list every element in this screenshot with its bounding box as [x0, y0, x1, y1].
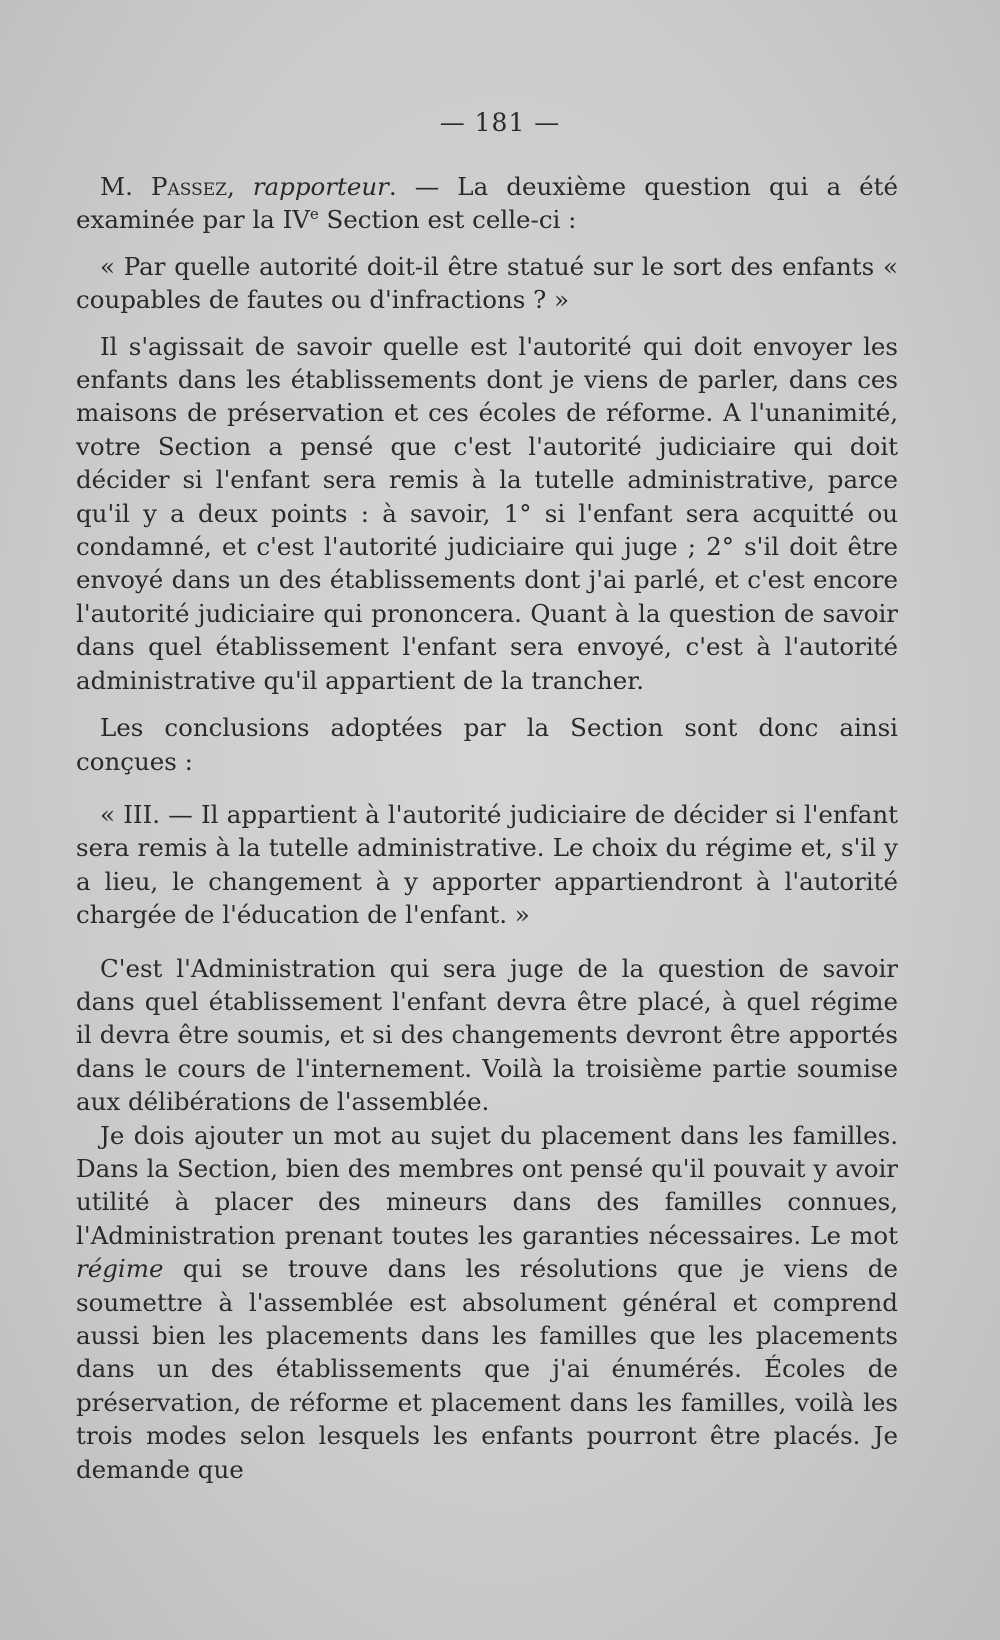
paragraph-rapporteur-intro	[76, 170, 898, 237]
speaker-name: Passez	[150, 172, 227, 201]
speaker-role: rapporteur	[252, 172, 389, 201]
italic-word-regime: régime	[76, 1254, 164, 1284]
page-number: — 181 —	[439, 108, 561, 137]
paragraph-family-placement	[76, 1119, 898, 1486]
intro-text: . — La deuxième question qui a été examinée par la IV	[76, 172, 898, 235]
paragraph-conclusions-intro: Les conclusions adoptées par la Section sont donc ainsi conçues :	[76, 713, 898, 776]
family-placement-text: Je dois ajouter un mot au sujet du placement dans les familles. Dans la Section, bien des membres ont pensé qu'il pouvait y avoir utilité à placer des mineurs dans des familles connues, l'Administration prenant toutes les garanties nécessaires. Le mot	[76, 1120, 898, 1250]
paragraph-resolution-iii: « III. — Il appartient à l'autorité judiciaire de décider si l'enfant sera remis à la tutelle administrative. Le choix du régime et, s'il y a lieu, le changement à y apporter appartiendront à l'autorité chargée de l'éducation de l'enfant. »	[76, 799, 898, 930]
paragraph-administration: C'est l'Administration qui sera juge de la question de savoir dans quel établissement l'enfant devra être placé, à quel régime il devra être soumis, et si des changements devront être apportés dans le cours de l'internement. Voilà la troisième partie soumise aux délibérations de l'assemblée.	[76, 953, 898, 1117]
paragraph-judicial-authority: Il s'agissait de savoir quelle est l'autorité qui doit envoyer les enfants dans les établissements dont je viens de parler, dans ces maisons de préservation et ces écoles de réforme. A l'unanimité, votre Section a pensé que c'est l'autorité judiciaire qui doit décider si l'enfant sera remis à la tutelle administrative, parce qu'il y a deux points : à savoir, 1° si l'enfant sera acquitté ou condamné, et c'est l'autorité judiciaire qui juge ; 2° s'il doit être envoyé dans un des établissements dont j'ai parlé, et c'est encore l'autorité judiciaire qui prononcera. Quant à la question de savoir dans quel établissement l'enfant sera envoyé, c'est à l'autorité administrative qu'il appartient de la trancher.	[76, 331, 898, 695]
speaker-separator: ,	[226, 172, 253, 201]
paragraph-question-quote: « Par quelle autorité doit-il être statué sur le sort des enfants « coupables de fautes ou d'infractions ? »	[76, 251, 898, 315]
intro-text-end: Section est celle-ci :	[318, 205, 577, 235]
ordinal-superscript: e	[309, 206, 319, 224]
family-placement-text-end: qui se trouve dans les résolutions que je viens de soumettre à l'assemblée est absolument général et comprend aussi bien les placements dans les familles que les placements dans un des établissements que j'ai énumérés. Écoles de préservation, de réforme et placement dans les familles, voilà les trois modes selon lesquels les enfants pourront être placés. Je demande que	[76, 1254, 898, 1484]
speaker-prefix: M.	[100, 172, 151, 201]
page-body	[76, 170, 898, 1486]
